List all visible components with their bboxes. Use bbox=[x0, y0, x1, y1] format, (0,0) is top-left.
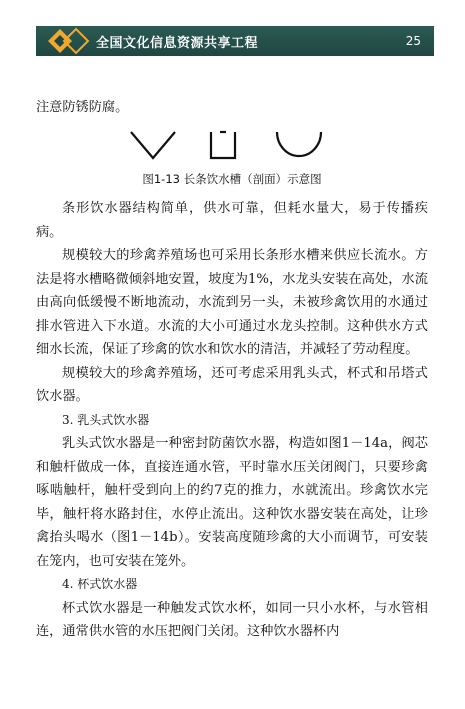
trough-cross-section-diagram bbox=[127, 128, 337, 164]
section-heading: 3. 乳头式饮水器 bbox=[62, 412, 150, 427]
square-trough-shape bbox=[211, 132, 235, 158]
text-paragraph: 杯式饮水器是一种触发式饮水杯，如同一只小水杯，与水管相连，通常供水管的水压把阀门关闭。这种饮水器杯内 bbox=[36, 600, 428, 639]
text-paragraph: 乳头式饮水器是一种密封防菌饮水器，构造如图1－14a，阀芯和触杆做成一体，直接连通水管，平时靠水压关闭阀门，只要珍禽啄啮触杆，触杆受到向上的约7克的推力，水就流出。珍禽饮水完毕，触杆将水路封住，水停止流出。这种饮水器安装在高处，让珍禽抬头喝水（图1－14b）。安装高度随珍禽的大小而调节，可安装在笼内，也可安装在笼外。 bbox=[36, 436, 428, 569]
page-header bbox=[0, 0, 465, 68]
text-paragraph: 规模较大的珍禽养殖场也可采用长条形水槽来供应长流水。方法是将水槽略微倾斜地安置，坡度为1%，水龙头安装在高处，水流由高向低缓慢不断地流动，水流到另一头，未被珍禽饮用的水通过排水管进入下水道。水流的大小可通过水龙头控制。这种供水方式细水长流，保证了珍禽的饮水和饮水的清洁，并减轻了劳动程度。 bbox=[36, 248, 428, 357]
text-paragraph: 条形饮水器结构简单，供水可靠，但耗水量大，易于传播疾病。 bbox=[36, 201, 428, 240]
text-paragraph: 注意防锈防腐。 bbox=[36, 100, 129, 115]
figure-caption: 图1-13 长条饮水槽（剖面）示意图 bbox=[142, 171, 322, 186]
diamond-logo-icon bbox=[44, 26, 100, 56]
section-heading: 4. 杯式饮水器 bbox=[62, 577, 138, 591]
page-number: 25 bbox=[405, 34, 421, 48]
header-title: 全国文化信息资源共享工程 bbox=[96, 36, 259, 51]
text-paragraph: 规模较大的珍禽养殖场，还可考虑采用乳头式，杯式和吊塔式饮水器。 bbox=[36, 365, 428, 404]
u-trough-shape bbox=[277, 132, 321, 156]
v-trough-shape bbox=[131, 132, 175, 158]
figure-1-13 bbox=[36, 128, 428, 192]
page-content bbox=[36, 96, 428, 644]
